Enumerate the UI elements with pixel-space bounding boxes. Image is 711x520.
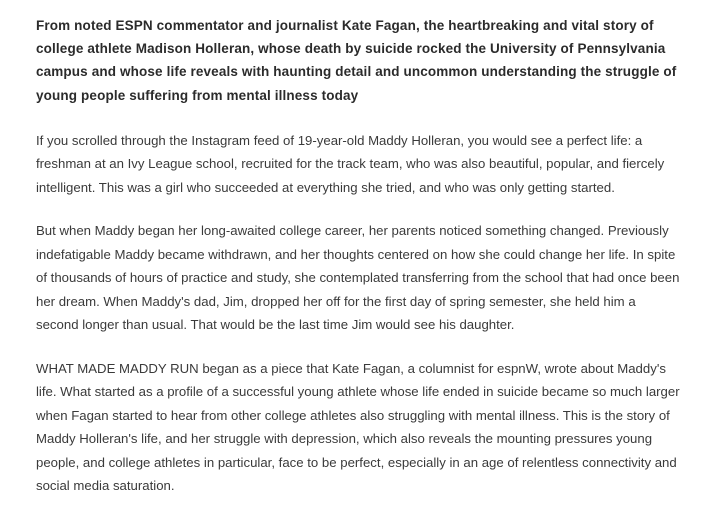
description-lede: From noted ESPN commentator and journalist Kate Fagan, the heartbreaking and vital story of college athlete Madison Holleran, whose death by suicide rocked the University of Pennsylvania campus and whose life reveals with haunting detail and uncommon understanding the struggle of young people suffering from mental illness today	[36, 18, 677, 103]
description-paragraph-3: WHAT MADE MADDY RUN began as a piece that Kate Fagan, a columnist for espnW, wrote about Maddy's life. What started as a profile of a successful young athlete whose life ended in suicide became so much larger when Fagan started to hear from other college athletes also struggling with mental illness. This is the story of Maddy Holleran's life, and her struggle with depression, which also reveals the mounting pressures young people, and college athletes in particular, face to be perfect, especially in an age of relentless connectivity and social media saturation.	[36, 360, 680, 494]
description-paragraph-1: If you scrolled through the Instagram feed of 19-year-old Maddy Holleran, you would see a perfect life: a freshman at an Ivy League school, recruited for the track team, who was also beautiful, popular, and fiercely intelligent. This was a girl who succeeded at everything she tried, and who was only getting started.	[36, 132, 665, 195]
description-paragraph-2: But when Maddy began her long-awaited college career, her parents noticed something changed. Previously indefatigable Maddy became withdrawn, and her thoughts centered on how she could change her life. In spite of thousands of hours of practice and study, she contemplated transferring from the school that had once been her dream. When Maddy's dad, Jim, dropped her off for the first day of spring semester, she held him a second longer than usual. That would be the last time Jim would see his daughter.	[36, 223, 680, 333]
